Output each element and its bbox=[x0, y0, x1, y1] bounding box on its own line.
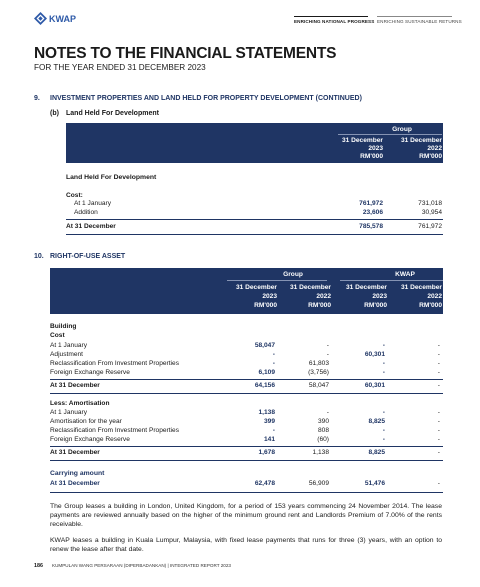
cell: 64,156 bbox=[254, 382, 275, 389]
lease-paragraph-kuala-lumpur: KWAP leases a building in Kuala Lumpur, Malaysia, with fixed lease payments that runs for three (3) years, with an option to renew the lease after that date. bbox=[50, 537, 442, 553]
cell: 23,606 bbox=[362, 209, 383, 216]
rou-kwap-divider bbox=[340, 280, 443, 281]
rou-carrying-total bbox=[50, 480, 442, 488]
cell: 61,803 bbox=[308, 360, 329, 367]
rou-amort-row-1 bbox=[50, 409, 442, 417]
land-total-rule-bottom bbox=[66, 234, 443, 235]
rou-carrying-label: Carrying amount bbox=[50, 470, 105, 477]
cell: 60,301 bbox=[364, 351, 385, 358]
cell: 761,972 bbox=[418, 223, 442, 230]
land-col1-line2: 2023 bbox=[368, 145, 383, 152]
rou-group-divider bbox=[227, 280, 327, 281]
rou-col2-line3: RM'000 bbox=[308, 302, 331, 309]
rou-amort-row-4 bbox=[50, 436, 442, 444]
cell: 731,018 bbox=[418, 200, 442, 207]
cell: - bbox=[326, 351, 329, 358]
cell: 30,954 bbox=[421, 209, 442, 216]
land-col1-line1: 31 December bbox=[341, 137, 383, 144]
rou-amort-total bbox=[50, 449, 442, 457]
rou-cost-total-rule-top bbox=[50, 379, 443, 380]
row-label: Reclassification From Investment Properties bbox=[50, 360, 179, 367]
row-label: At 31 December bbox=[50, 480, 100, 487]
cell: 808 bbox=[317, 427, 329, 434]
land-table-header bbox=[66, 123, 443, 163]
cell: 62,478 bbox=[254, 480, 275, 487]
cell: 1,138 bbox=[312, 449, 329, 456]
rou-amort-row-2 bbox=[50, 418, 442, 426]
land-group-label: Group bbox=[392, 126, 412, 133]
cell: - bbox=[272, 351, 275, 358]
land-col2-line1: 31 December bbox=[400, 137, 442, 144]
rou-cost-label: Cost bbox=[50, 332, 65, 339]
section-10-number: 10. bbox=[34, 253, 44, 260]
cell: 1,678 bbox=[258, 449, 275, 456]
cell: - bbox=[437, 449, 440, 456]
cell: 8,825 bbox=[368, 449, 385, 456]
row-label: At 1 January bbox=[50, 342, 88, 349]
rou-amort-total-rule-bottom bbox=[50, 460, 443, 461]
rou-cost-total bbox=[50, 382, 442, 390]
tab-inactive-underline bbox=[377, 16, 452, 17]
land-total-rule-top bbox=[66, 219, 443, 220]
rou-cost-row-2 bbox=[50, 351, 442, 359]
cell: 399 bbox=[263, 418, 275, 425]
cell: 58,047 bbox=[254, 342, 275, 349]
row-label: Amortisation for the year bbox=[50, 418, 122, 425]
row-label: At 31 December bbox=[66, 223, 116, 230]
section-10-heading: RIGHT-OF-USE ASSET bbox=[50, 253, 126, 260]
rou-kwap-label: KWAP bbox=[395, 271, 415, 278]
rou-cost-row-3 bbox=[50, 360, 442, 368]
land-table-title: Land Held For Development bbox=[66, 174, 157, 181]
land-col2-line2: 2022 bbox=[427, 145, 442, 152]
rou-col2-line1: 31 December bbox=[289, 284, 331, 291]
land-row-at-1-january bbox=[66, 200, 443, 208]
rou-amort-row-3 bbox=[50, 427, 442, 435]
cell: - bbox=[437, 409, 440, 416]
rou-amort-label: Less: Amortisation bbox=[50, 400, 110, 407]
cell: (3,756) bbox=[308, 369, 329, 376]
row-label: Adjustment bbox=[50, 351, 83, 358]
cell: - bbox=[272, 427, 275, 434]
cell: 51,476 bbox=[364, 480, 385, 487]
cell: - bbox=[437, 360, 440, 367]
cell: 60,301 bbox=[364, 382, 385, 389]
cell: - bbox=[382, 409, 385, 416]
page-subtitle: FOR THE YEAR ENDED 31 DECEMBER 2023 bbox=[34, 63, 206, 72]
rou-col1-line2: 2023 bbox=[262, 293, 277, 300]
kwap-logo bbox=[34, 12, 82, 26]
section-9-number: 9. bbox=[34, 95, 40, 102]
page-title: NOTES TO THE FINANCIAL STATEMENTS bbox=[34, 45, 337, 62]
land-col1-line3: RM'000 bbox=[360, 153, 383, 160]
rou-col1-line1: 31 December bbox=[235, 284, 277, 291]
rou-cost-row-4 bbox=[50, 369, 442, 377]
cell: - bbox=[437, 369, 440, 376]
rou-carrying-rule-bottom bbox=[50, 492, 443, 493]
rou-col3-line3: RM'000 bbox=[364, 302, 387, 309]
kwap-logo-icon bbox=[34, 12, 47, 25]
rou-cost-row-1 bbox=[50, 342, 442, 350]
rou-amort-total-rule-top bbox=[50, 446, 443, 447]
rou-col1-line3: RM'000 bbox=[254, 302, 277, 309]
row-label: Reclassification From Investment Properties bbox=[50, 427, 179, 434]
land-row-total bbox=[66, 223, 443, 231]
page-number: 186 bbox=[34, 563, 43, 569]
rou-col3-line2: 2023 bbox=[372, 293, 387, 300]
cell: - bbox=[437, 351, 440, 358]
section-9b-number: (b) bbox=[50, 110, 59, 117]
footer-text: KUMPULAN WANG PERSARAAN (DIPERBADANKAN) | INTEGRATED REPORT 2023 bbox=[52, 563, 231, 568]
rou-group-label: Group bbox=[283, 271, 303, 278]
rou-col2-line2: 2022 bbox=[316, 293, 331, 300]
cell: 1,138 bbox=[258, 409, 275, 416]
rou-table-header bbox=[50, 268, 443, 314]
land-col2-line3: RM'000 bbox=[419, 153, 442, 160]
cell: 390 bbox=[317, 418, 329, 425]
row-label: Foreign Exchange Reserve bbox=[50, 436, 130, 443]
cell: 761,972 bbox=[359, 200, 383, 207]
cell: (60) bbox=[317, 436, 329, 443]
row-label: At 1 January bbox=[50, 409, 88, 416]
cell: - bbox=[437, 382, 440, 389]
land-row-addition bbox=[66, 209, 443, 217]
cell: - bbox=[382, 436, 385, 443]
cell: 785,578 bbox=[359, 223, 383, 230]
cell: 141 bbox=[263, 436, 275, 443]
rou-col4-line3: RM'000 bbox=[419, 302, 442, 309]
row-label: At 1 January bbox=[74, 200, 112, 207]
cell: - bbox=[382, 360, 385, 367]
row-label: At 31 December bbox=[50, 382, 100, 389]
cell: 8,825 bbox=[368, 418, 385, 425]
row-label: Foreign Exchange Reserve bbox=[50, 369, 130, 376]
rou-col3-line1: 31 December bbox=[345, 284, 387, 291]
cell: - bbox=[382, 369, 385, 376]
cell: - bbox=[272, 360, 275, 367]
land-group-divider bbox=[338, 134, 442, 135]
lease-paragraph-london: The Group leases a building in London, United Kingdom, for a period of 153 years commencing 24 November 2014. The lease payments are reviewed annually based on the higher of the minimum ground rent and Landlords Premium of 7.00% of the rents receivable. bbox=[50, 503, 442, 528]
cell: 6,109 bbox=[258, 369, 275, 376]
rou-col4-line1: 31 December bbox=[400, 284, 442, 291]
land-cost-label: Cost: bbox=[66, 192, 83, 199]
cell: - bbox=[437, 418, 440, 425]
rou-cost-total-rule-bottom bbox=[50, 393, 443, 394]
cell: - bbox=[437, 427, 440, 434]
cell: - bbox=[326, 342, 329, 349]
cell: - bbox=[437, 480, 440, 487]
section-9b-heading: Land Held For Development bbox=[66, 110, 159, 117]
cell: - bbox=[382, 427, 385, 434]
cell: 56,909 bbox=[308, 480, 329, 487]
cell: - bbox=[382, 342, 385, 349]
rou-building-label: Building bbox=[50, 323, 77, 330]
rou-col4-line2: 2022 bbox=[427, 293, 442, 300]
cell: 58,047 bbox=[308, 382, 329, 389]
row-label: At 31 December bbox=[50, 449, 100, 456]
tab-enriching-national-progress[interactable]: ENRICHING NATIONAL PROGRESS bbox=[294, 19, 375, 24]
cell: - bbox=[437, 342, 440, 349]
cell: - bbox=[326, 409, 329, 416]
tab-enriching-sustainable-returns[interactable]: ENRICHING SUSTAINABLE RETURNS bbox=[377, 19, 462, 24]
cell: - bbox=[437, 436, 440, 443]
row-label: Addition bbox=[74, 209, 98, 216]
logo-text: KWAP bbox=[49, 14, 76, 24]
tab-active-underline bbox=[294, 16, 368, 17]
section-9-heading: INVESTMENT PROPERTIES AND LAND HELD FOR PROPERTY DEVELOPMENT (CONTINUED) bbox=[50, 95, 362, 102]
